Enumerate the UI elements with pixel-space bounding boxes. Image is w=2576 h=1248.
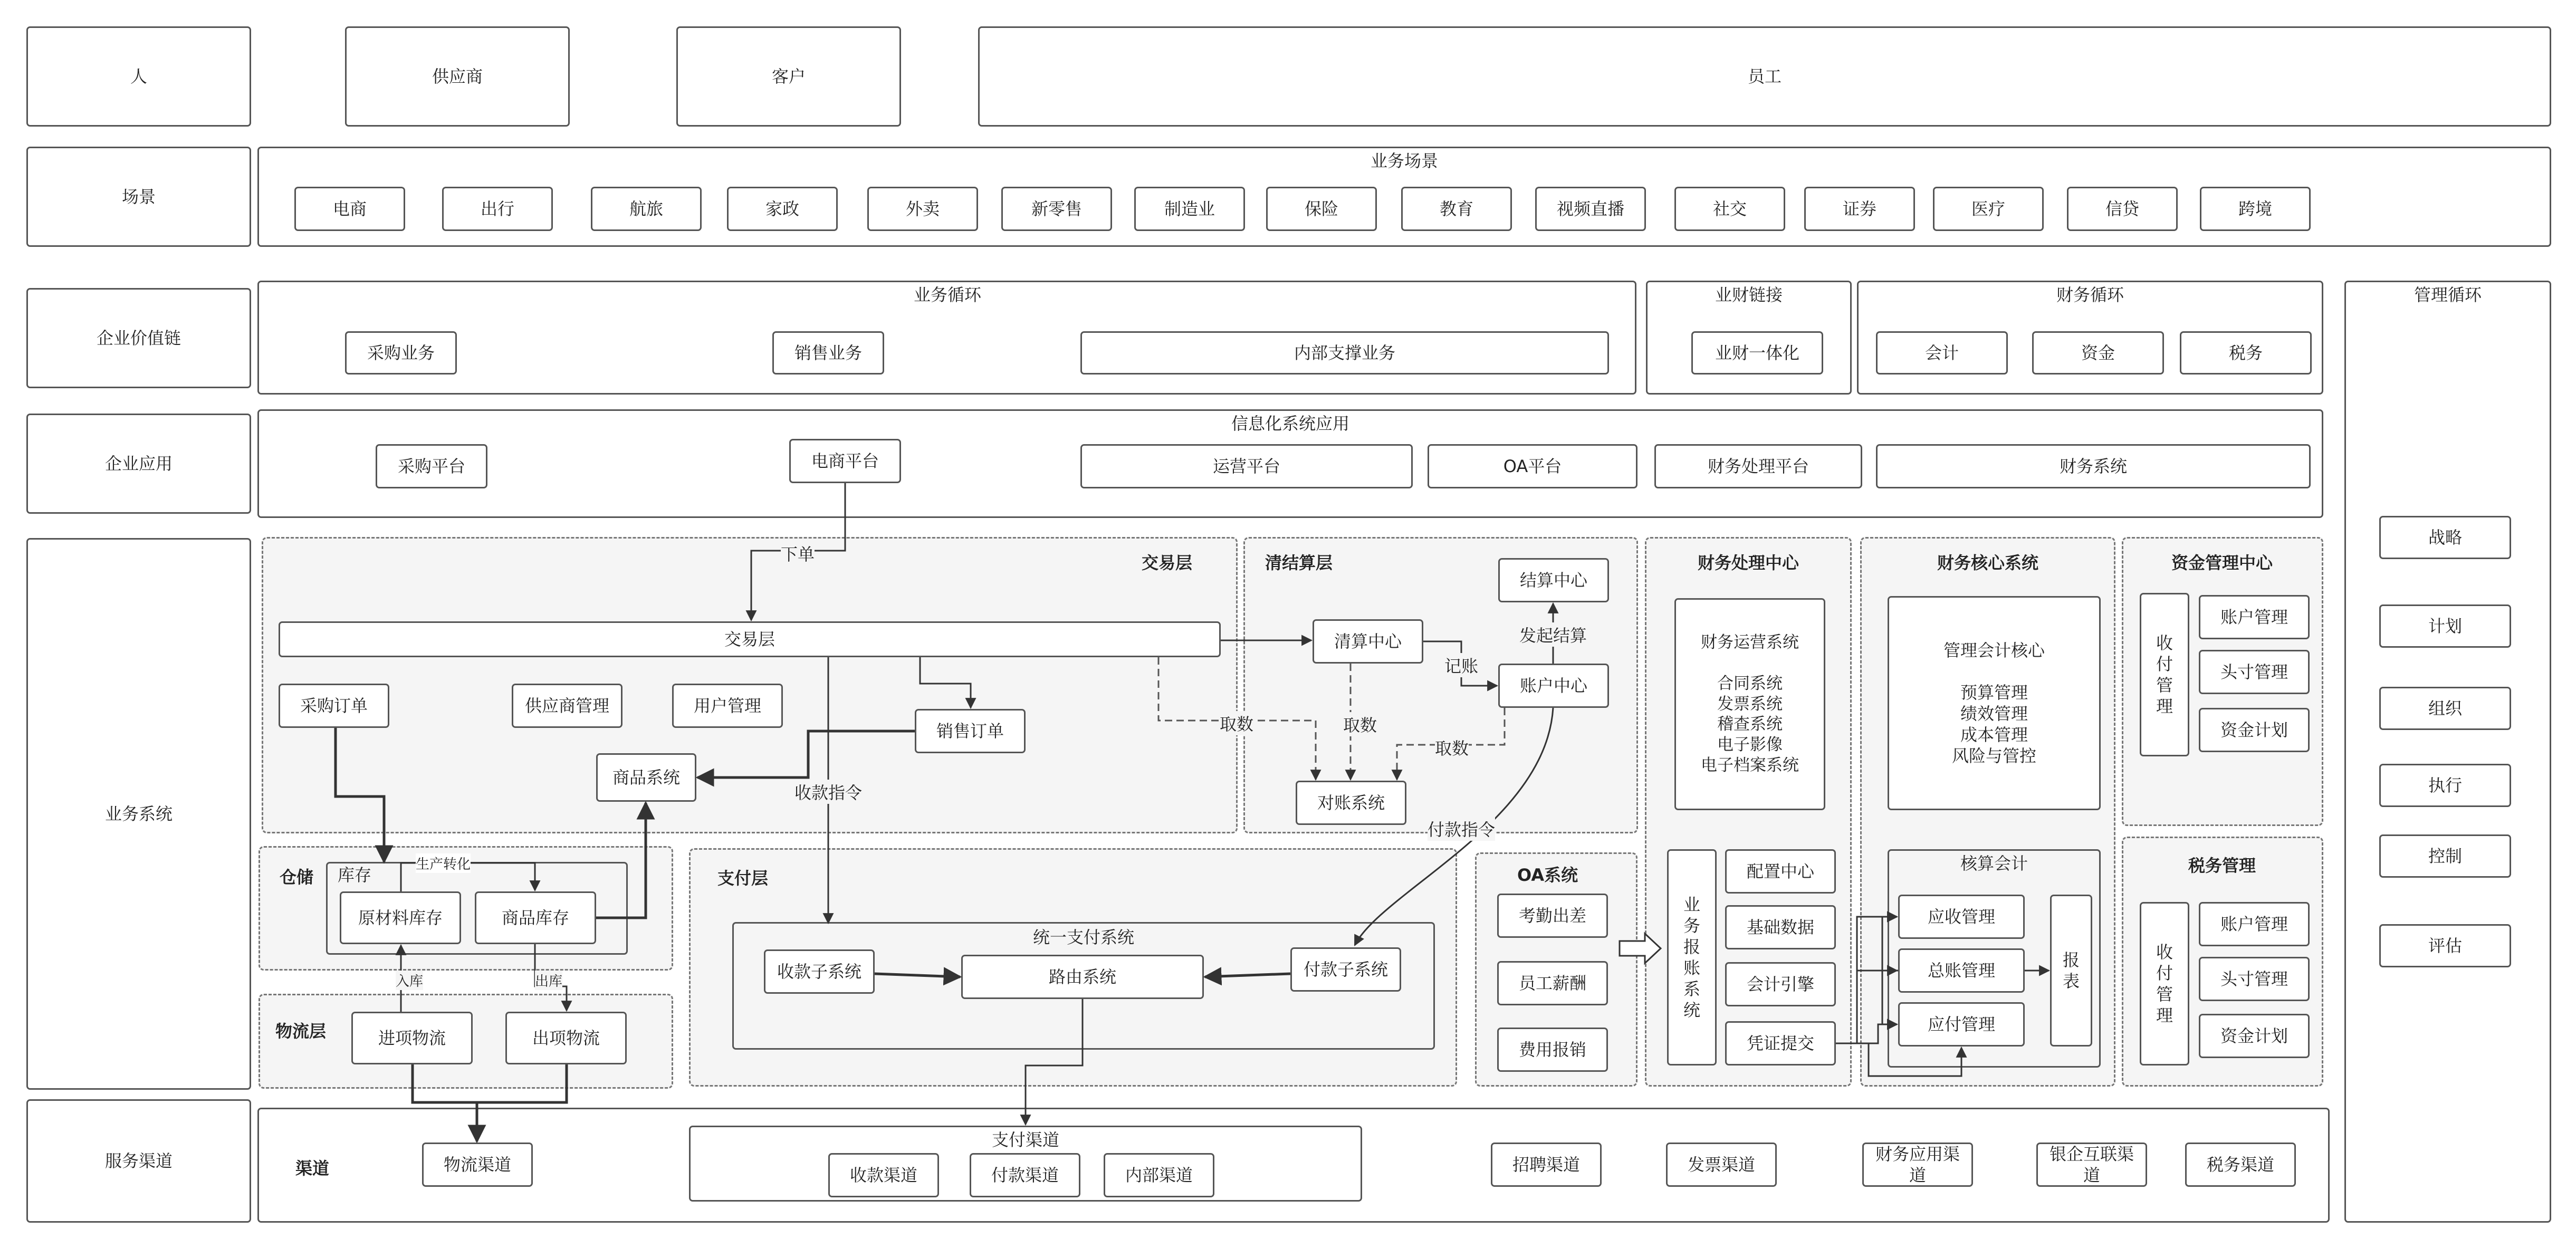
scenario-item: 证券 — [1804, 187, 1915, 231]
scenario-item: 出行 — [442, 187, 553, 231]
tax-collect-pay-management: 收 付 管 理 — [2140, 902, 2189, 1065]
edge-outbound-join — [477, 1064, 567, 1102]
goods-system: 商品系统 — [596, 753, 696, 802]
management-item: 计划 — [2379, 604, 2511, 648]
reconciliation-system: 对账系统 — [1296, 781, 1406, 825]
ecommerce-platform: 电商平台 — [789, 439, 901, 483]
sales-order: 销售订单 — [915, 709, 1026, 753]
biz-fin-link-title: 业财链接 — [1715, 285, 1783, 305]
fund-position-management: 头寸管理 — [2199, 650, 2310, 694]
finance-processing-platform: 财务处理平台 — [1654, 444, 1862, 488]
warehouse-title: 仓储 — [280, 867, 314, 887]
row-service-channel: 服务渠道 — [26, 1099, 251, 1223]
settlement-center: 结算中心 — [1498, 558, 1609, 602]
accounting-item: 会计 — [1876, 331, 2008, 375]
recruiting-channel: 招聘渠道 — [1491, 1143, 1602, 1187]
operations-platform: 运营平台 — [1080, 444, 1413, 488]
purchase-business: 采购业务 — [345, 331, 457, 375]
base-data: 基础数据 — [1725, 905, 1836, 949]
edge-purchase-stock — [336, 728, 384, 862]
expense-reimbursement: 费用报销 — [1497, 1028, 1608, 1072]
biz-fin-integration: 业财一体化 — [1691, 331, 1823, 375]
report-box: 报 表 — [2050, 895, 2092, 1047]
finance-app-channel: 财务应用渠 道 — [1862, 1143, 1973, 1187]
payment-channel-title: 支付渠道 — [991, 1130, 1060, 1150]
edge-label-initiate-settle: 发起结算 — [1519, 622, 1587, 647]
finance-operations-block: 财务运营系统 合同系统 发票系统 稽查系统 电子影像 电子档案系统 — [1674, 598, 1825, 810]
scenario-item: 视频直播 — [1535, 187, 1646, 231]
management-item: 控制 — [2379, 834, 2511, 878]
edge-label-fetch-2: 取数 — [1343, 712, 1377, 736]
management-accounting-block: 管理会计核心 预算管理 绩效管理 成本管理 风险与管控 — [1888, 596, 2101, 810]
row-value-chain: 企业价值链 — [26, 288, 251, 388]
internal-channel: 内部渠道 — [1104, 1153, 1214, 1197]
fund-account-management: 账户管理 — [2199, 595, 2310, 639]
oa-system-title: OA系统 — [1517, 865, 1578, 885]
management-item: 执行 — [2379, 764, 2511, 807]
logistics-layer-title: 物流层 — [275, 1021, 327, 1041]
employee-payroll: 员工薪酬 — [1497, 961, 1608, 1005]
management-item: 评估 — [2379, 924, 2511, 967]
edge-ledger-payable — [1882, 971, 1897, 1024]
oa-platform: OA平台 — [1428, 444, 1637, 488]
sales-business: 销售业务 — [772, 331, 884, 375]
transaction-bar: 交易层 — [279, 621, 1221, 657]
enterprise-app-title: 信息化系统应用 — [1231, 414, 1350, 434]
collection-channel: 收款渠道 — [828, 1153, 939, 1197]
scenario-item: 保险 — [1266, 187, 1377, 231]
bank-enterprise-channel: 银企互联渠 道 — [2036, 1143, 2147, 1187]
logistics-channel: 物流渠道 — [422, 1143, 533, 1187]
transaction-layer-title: 交易层 — [1141, 553, 1193, 573]
tax-item: 税务 — [2180, 331, 2312, 375]
payment-subsystem: 付款子系统 — [1290, 947, 1401, 992]
people-customer: 客户 — [676, 26, 901, 127]
edge-label-order: 下单 — [781, 541, 815, 565]
edge-collect-routing — [875, 974, 960, 977]
edge-voucher-bottom — [1836, 1043, 1961, 1076]
edge-label-production: 生产转化 — [416, 853, 471, 873]
config-center: 配置中心 — [1725, 849, 1836, 894]
scenario-item: 外卖 — [867, 187, 978, 231]
fund-center-title: 资金管理中心 — [2171, 553, 2273, 573]
clearing-layer-title: 清结算层 — [1265, 553, 1333, 573]
management-item: 战略 — [2379, 516, 2511, 559]
edge-label-bookkeeping: 记账 — [1444, 653, 1478, 677]
general-ledger-management: 总账管理 — [1898, 948, 2025, 993]
row-scenario: 场景 — [26, 147, 251, 247]
scenario-item: 社交 — [1674, 187, 1785, 231]
collection-subsystem: 收款子系统 — [764, 949, 875, 994]
attendance-travel: 考勤出差 — [1497, 894, 1608, 938]
outbound-logistics: 出项物流 — [505, 1012, 627, 1064]
finance-system: 财务系统 — [1876, 444, 2311, 488]
business-reimbursement-system: 业 务 报 账 系 统 — [1667, 849, 1717, 1065]
people-employee: 员工 — [978, 26, 2551, 127]
supplier-management: 供应商管理 — [512, 684, 623, 728]
inbound-logistics: 进项物流 — [351, 1012, 473, 1064]
clearing-center: 清算中心 — [1313, 619, 1423, 664]
row-enterprise-app: 企业应用 — [26, 414, 251, 514]
row-business-system: 业务系统 — [26, 538, 251, 1090]
management-cycle-title: 管理循环 — [2414, 285, 2482, 305]
routing-system: 路由系统 — [961, 955, 1204, 999]
scenario-item: 电商 — [294, 187, 405, 231]
scenario-item: 新零售 — [1001, 187, 1112, 231]
core-accounting-title: 核算会计 — [1960, 853, 2028, 873]
edge-label-collect-cmd: 收款指令 — [794, 780, 862, 804]
scenario-item: 航旅 — [591, 187, 702, 231]
goods-stock: 商品库存 — [475, 891, 596, 944]
unified-payment-title: 统一支付系统 — [1032, 927, 1135, 947]
purchase-platform: 采购平台 — [376, 444, 487, 488]
finance-cycle-title: 财务循环 — [2056, 285, 2124, 305]
fund-item: 资金 — [2032, 331, 2164, 375]
edge-label-pay-cmd: 付款指令 — [1428, 817, 1495, 841]
finance-processing-title: 财务处理中心 — [1697, 553, 1799, 573]
tax-account-management: 账户管理 — [2199, 902, 2310, 946]
voucher-submission: 凭证提交 — [1725, 1021, 1836, 1065]
payment-channel: 付款渠道 — [970, 1153, 1080, 1197]
tax-channel: 税务渠道 — [2185, 1143, 2296, 1187]
finance-core-title: 财务核心系统 — [1937, 553, 2039, 573]
receivables-management: 应收管理 — [1898, 895, 2025, 939]
edge-voucher-payable — [1857, 1024, 1897, 1043]
tax-fund-plan: 资金计划 — [2199, 1014, 2310, 1058]
purchase-order: 采购订单 — [279, 684, 389, 728]
fund-collect-pay-management: 收 付 管 理 — [2140, 593, 2189, 756]
edge-routing-channel — [1026, 999, 1083, 1125]
tax-mgmt-title: 税务管理 — [2188, 856, 2256, 876]
raw-material-stock: 原材料库存 — [340, 891, 461, 944]
scenario-title: 业务场景 — [1370, 151, 1439, 171]
scenario-item: 家政 — [727, 187, 838, 231]
user-management: 用户管理 — [672, 684, 783, 728]
inventory-title: 库存 — [338, 865, 372, 885]
accounting-engine: 会计引擎 — [1725, 962, 1836, 1006]
scenario-item: 跨境 — [2200, 187, 2311, 231]
edge-trade-sales — [920, 657, 971, 708]
fund-plan: 资金计划 — [2199, 708, 2310, 752]
scenario-item: 医疗 — [1933, 187, 2044, 231]
business-cycle-title: 业务循环 — [913, 285, 982, 305]
people-supplier: 供应商 — [345, 26, 570, 127]
edge-logistics-channel — [413, 1064, 477, 1141]
edge-sales-goods — [697, 731, 915, 777]
row-people: 人 — [26, 26, 251, 127]
edge-label-stock-in: 入库 — [396, 971, 423, 990]
edge-label-fetch-1: 取数 — [1220, 711, 1253, 735]
scenario-item: 教育 — [1401, 187, 1512, 231]
payables-management: 应付管理 — [1898, 1002, 2025, 1047]
internal-support-business: 内部支撑业务 — [1080, 331, 1609, 375]
payment-layer-title: 支付层 — [717, 868, 769, 888]
invoice-channel: 发票渠道 — [1666, 1143, 1777, 1187]
tax-position-management: 头寸管理 — [2199, 957, 2310, 1001]
edge-label-stock-out: 出库 — [535, 971, 562, 990]
edge-stock-goods — [596, 803, 646, 918]
edge-pay-routing — [1205, 974, 1290, 977]
scenario-item: 信贷 — [2067, 187, 2178, 231]
edge-ledger-receivable — [1882, 917, 1898, 971]
scenario-item: 制造业 — [1134, 187, 1245, 231]
oa-to-finance-arrow — [1620, 934, 1661, 963]
channel-title: 渠道 — [295, 1158, 330, 1178]
account-center: 账户中心 — [1498, 664, 1609, 708]
management-item: 组织 — [2379, 687, 2511, 730]
edge-label-fetch-3: 取数 — [1435, 735, 1469, 760]
